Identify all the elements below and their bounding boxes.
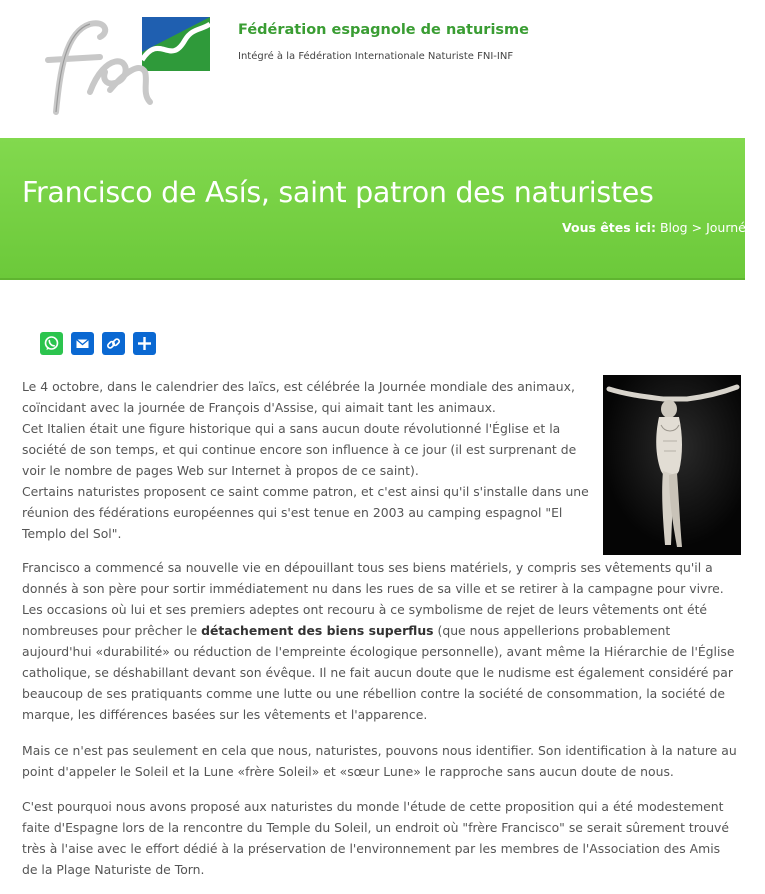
paragraph-highlight: détachement des biens superflus [201,623,434,638]
site-header [0,0,745,138]
breadcrumb [562,220,765,235]
crucifix-image [603,375,741,555]
site-title[interactable]: Fédération espagnole de naturisme [238,22,529,38]
paragraph-line: Le 4 octobre, dans le calendrier des laïcs, est célébrée la Journée mondiale des animaux, coïncidant avec la journée de François d'Assise, qui aimait tant les animaux. [22,379,575,415]
breadcrumb-separator: > [691,220,703,235]
email-share-button[interactable] [71,332,94,355]
paragraph-text: (que nous appellerions probablement aujourd'hui «durabilité» ou réduction de l'empreinte écologique personnelle), avant même la Hiérarchie de l'Église catholique, se déshabillant devant son évêque. Il ne fait aucun doute que le nudisme est également considéré par beaucoup de ses pratiquants comme une lutte ou une rébellion contre la société de consommation, la société de marque, les différences basées sur les vêtements et l'apparence. [22,623,735,722]
copy-link-share-button[interactable] [102,332,125,355]
article-paragraph-3 [22,740,737,782]
paragraph-body [22,557,737,725]
page-banner [0,138,765,280]
crucifix-illustration [603,375,741,555]
article-paragraph-2 [22,557,737,725]
copy-link-icon [105,335,122,352]
page-title: Francisco de Asís, saint patron des naturistes [22,176,654,209]
paragraph-body: C'est pourquoi nous avons proposé aux naturistes du monde l'étude de cette proposition qui a été modestement faite d'Espagne lors de la rencontre du Temple du Soleil, un endroit où "frère Francisco" se serait sûrement trouvé très à l'aise avec le effort dédié à la préservation de l'environnement par les membres de l'Association des Amis de la Plage Naturiste de Torn. [22,799,730,877]
article-paragraph-1 [22,376,597,544]
paragraph-line: Cet Italien était une figure historique qui a sans aucun doute révolutionné l'Église et la société de son temps, et qui continue encore son influence à ce jour (il est surprenant de voir le nombre de pages Web sur Internet à propos de ce saint). [22,421,577,478]
site-tagline: Intégré à la Fédération Internationale Naturiste FNI-INF [238,51,514,62]
fen-logo[interactable] [30,12,215,124]
email-icon [74,335,91,352]
whatsapp-icon [43,335,60,352]
whatsapp-share-button[interactable] [40,332,63,355]
paragraph-body: Mais ce n'est pas seulement en cela que nous, naturistes, pouvons nous identifier. Son identification à la nature au point d'appeler le Soleil et la Lune «frère Soleil» et «sœur Lune» le rapproche sans aucun doute de nous. [22,743,737,779]
share-buttons [40,332,156,355]
breadcrumb-item-blog[interactable]: Blog [659,220,688,235]
paragraph-text: Francisco a commencé sa nouvelle vie en dépouillant tous ses biens matériels, y compris ses vêtements qu'il a donnés à son père pour sortir immédiatement nu dans les rues de sa ville et se retirer à la campagne pour vivre. Les occasions où lui et ses premiers adeptes ont recouru à ce symbolisme de rejet de leurs vêtements ont été nombreuses pour prêcher le [22,560,724,638]
paragraph-line: Certains naturistes proposent ce saint comme patron, et c'est ainsi qu'il s'installe dans une réunion des fédérations européennes qui s'est tenue en 2003 au camping espagnol "El Templo del Sol". [22,484,589,541]
share-plus-button[interactable] [133,332,156,355]
article-paragraph-4 [22,796,737,880]
breadcrumb-label: Vous êtes ici: [562,220,656,235]
breadcrumb-item-current[interactable]: Journée d [706,220,765,235]
share-plus-icon [136,335,153,352]
